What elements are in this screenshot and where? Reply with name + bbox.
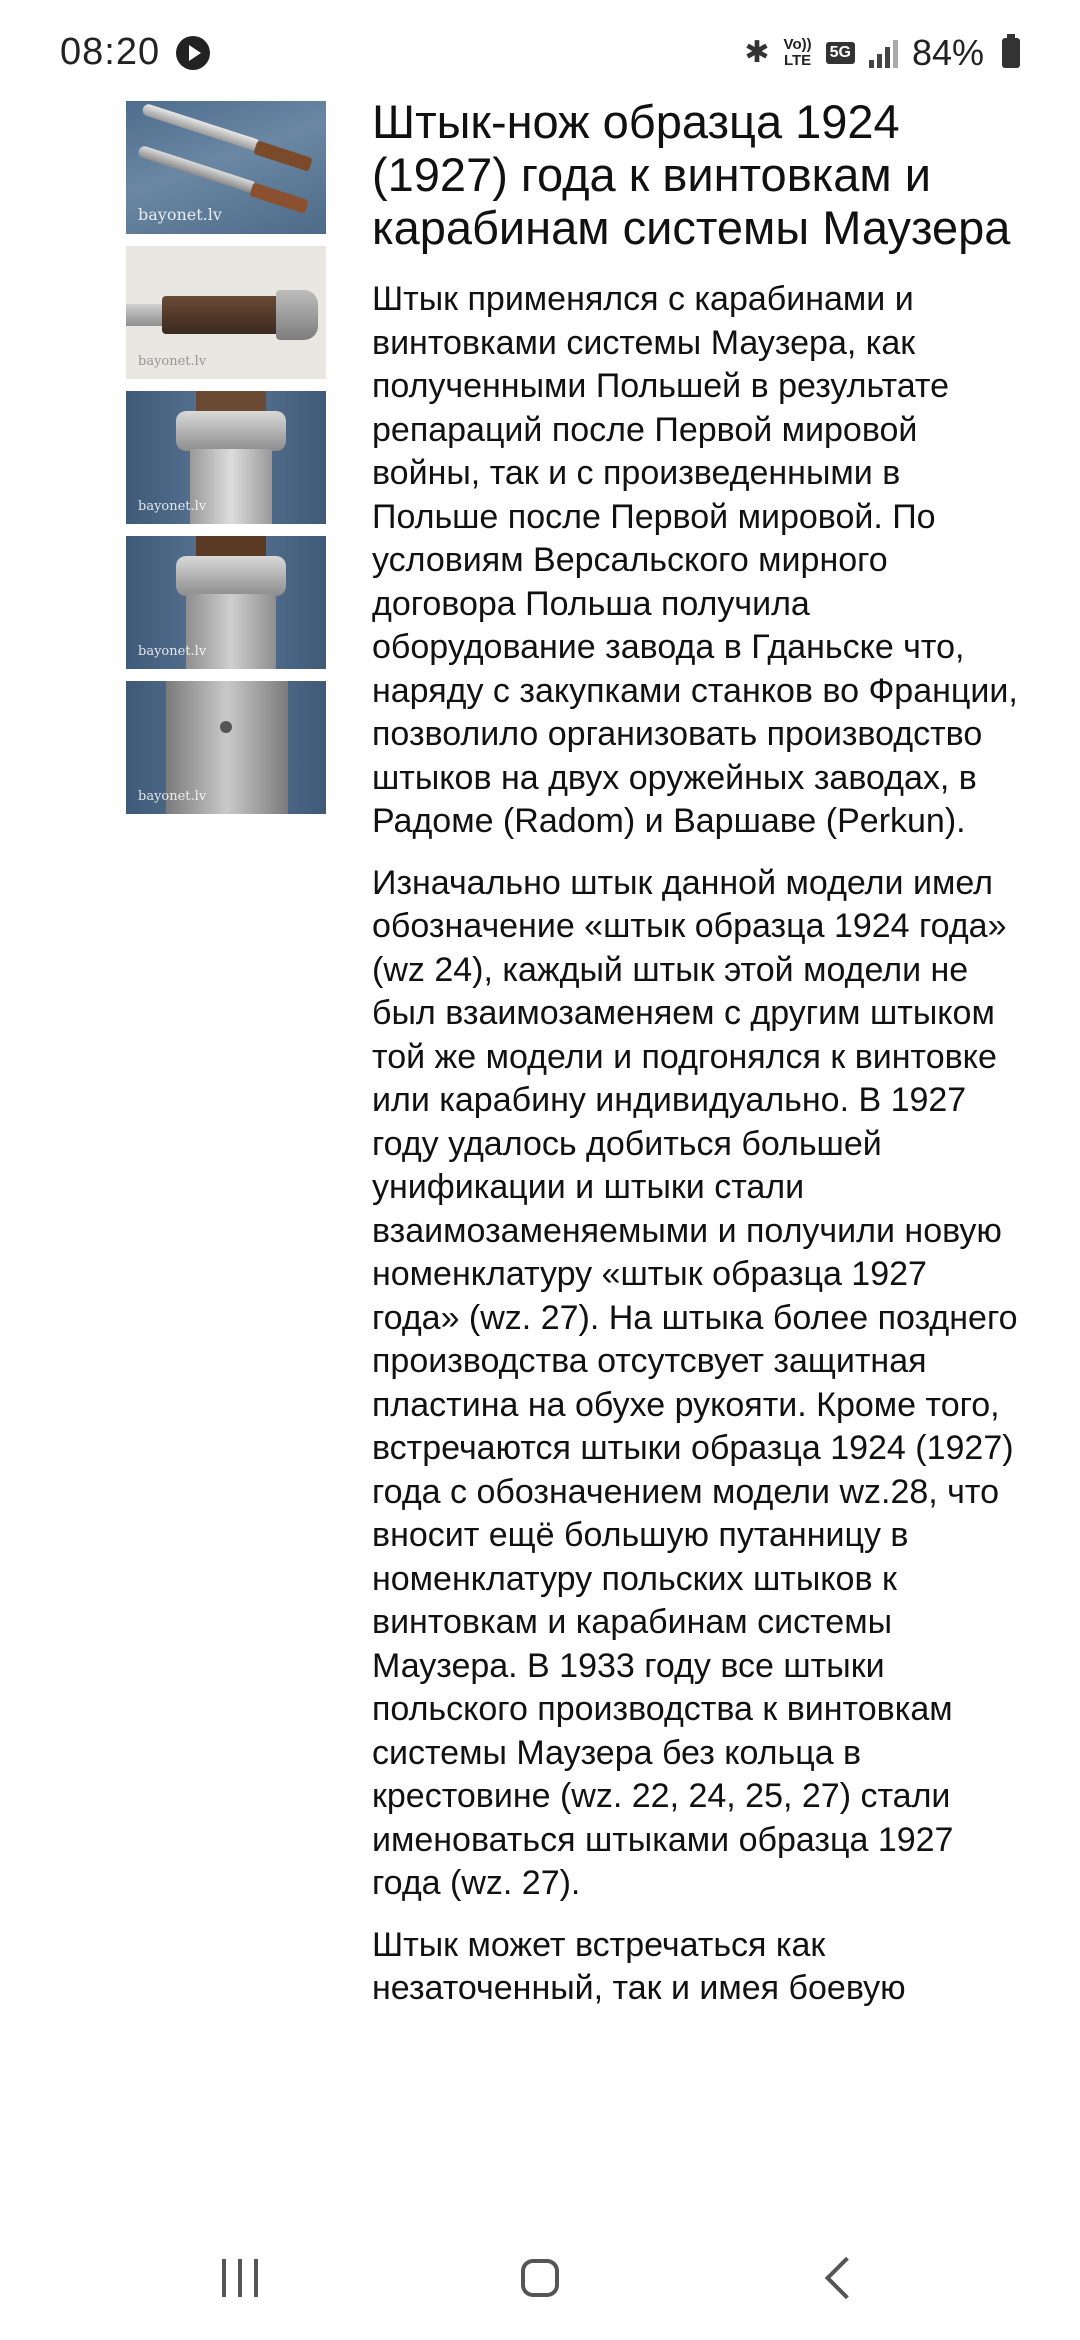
volte-label: Vo)) xyxy=(783,35,812,53)
lte-label: LTE xyxy=(783,51,812,69)
home-button[interactable] xyxy=(480,2233,600,2323)
article-paragraph: Штык может встречаться как незаточенный, так и имея боевую xyxy=(372,1925,906,2007)
article-paragraph: Штык применялся с карабинами и винтовками системы Маузера, как полученными Польшей в результате репараций после Первой мировой войны, так и с произведенными в Польше после Первой мировой. По условиям Версальского мирного договора Польша получила оборудование завода в Гданьске что, наряду с закупками станков во Франции, позволило организовать производство штыков на двух оружейных заводах, в Радоме (Radom) и Варшаве (Perkun). xyxy=(372,280,1018,840)
home-icon xyxy=(521,2259,559,2297)
5g-icon: 5G xyxy=(826,42,855,64)
back-button[interactable] xyxy=(780,2233,900,2323)
status-left xyxy=(60,31,210,74)
navigation-bar xyxy=(0,2215,1080,2340)
watermark: bayonet.lv xyxy=(138,789,207,804)
status-right xyxy=(744,32,1020,74)
image-gallery xyxy=(126,101,326,814)
watermark: bayonet.lv xyxy=(138,644,207,659)
article-title: Штык-нож образца 1924 (1927) года к винтовкам и карабинам системы Маузера xyxy=(372,95,1011,254)
screen-record-icon xyxy=(176,36,210,70)
gallery-thumbnail[interactable] xyxy=(126,681,326,814)
article-paragraph: Изначально штык данной модели имел обозначение «штык образца 1924 года» (wz 24), каждый штык этой модели не был взаимозаменяем с другим штыком той же модели и подгонялся к винтовке или карабину индивидуально. В 1927 году удалось добиться большей унификации и штыки стали взаимозаменяемыми и получили новую номенклатуру «штык образца 1927 года» (wz. 27). На штыка более позднего производства отсутсвует защитная пластина на обухе рукояти. Кроме того, встречаются штыки образца 1924 (1927) года с обозначением модели wz.28, что вносит ещё большую путанницу в номенклатуру польских штыков к винтовкам и карабинам системы Маузера. В 1933 году все штыки польского производства к винтовкам системы Маузера без кольца в крестовине (wz. 22, 24, 25, 27) стали именоваться штыками образца 1927 года (wz. 27). xyxy=(372,863,1018,1902)
status-bar xyxy=(0,0,1080,105)
status-time: 08:20 xyxy=(60,31,161,73)
recent-apps-icon xyxy=(222,2259,258,2297)
gallery-thumbnail[interactable] xyxy=(126,101,326,234)
gallery-thumbnail[interactable] xyxy=(126,391,326,524)
watermark: bayonet.lv xyxy=(138,354,207,369)
battery-icon xyxy=(1002,38,1020,68)
bluetooth-icon: ✱ xyxy=(744,36,770,69)
gallery-thumbnail[interactable] xyxy=(126,246,326,379)
article xyxy=(372,95,1022,2029)
back-icon xyxy=(825,2256,867,2298)
signal-icon xyxy=(869,38,898,68)
watermark: bayonet.lv xyxy=(138,499,207,514)
recent-apps-button[interactable] xyxy=(180,2233,300,2323)
watermark: bayonet.lv xyxy=(138,205,222,224)
battery-percent: 84% xyxy=(911,31,984,73)
page-content xyxy=(0,95,1080,2215)
volte-icon xyxy=(784,37,812,69)
gallery-thumbnail[interactable] xyxy=(126,536,326,669)
